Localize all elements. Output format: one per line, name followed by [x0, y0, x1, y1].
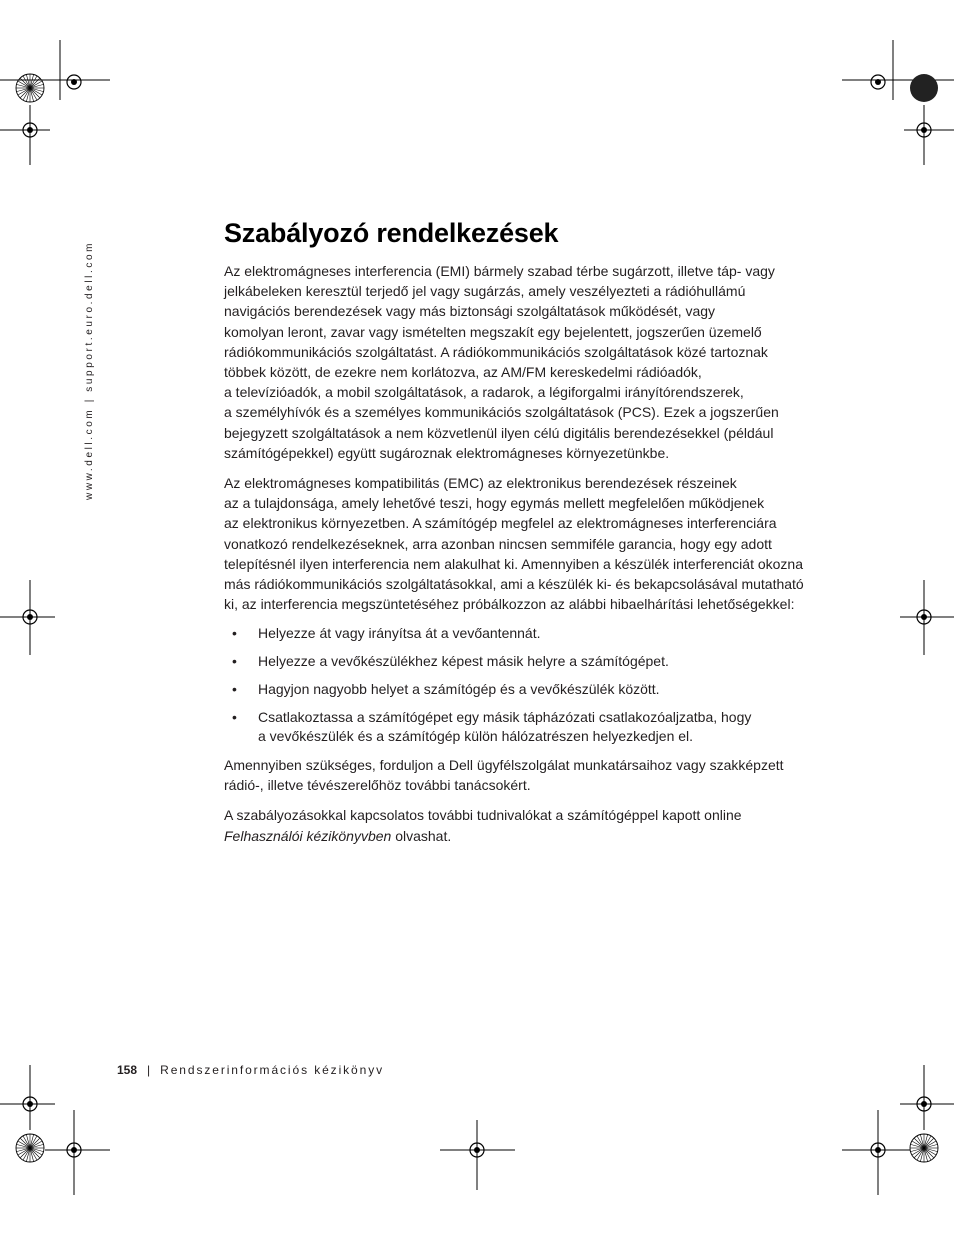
bullet-symbol: •: [232, 625, 237, 642]
page-number: 158: [117, 1063, 138, 1077]
page-title: Szabályozó rendelkezések: [224, 218, 559, 248]
bullet-symbol: •: [232, 709, 237, 726]
list-item: [224, 624, 824, 643]
list-item: [224, 680, 824, 699]
list-item-text: Helyezze a vevőkészülékhez képest másik helyre a számítógépet.: [258, 653, 669, 670]
paragraph-manual-text: A szabályozásokkal kapcsolatos további tudnivalókat a számítógéppel kapott online: [224, 807, 742, 824]
manual-title: Felhasználói kézikönyvben: [224, 827, 392, 844]
paragraph-manual: [224, 805, 824, 845]
page-footer: [117, 1063, 384, 1077]
paragraph-support: Amennyiben szükséges, forduljon a Dell ügyfélszolgálat munkatársaihoz vagy szakképzett rádió-, illetve tévészerelőhöz további tanácsokért.: [224, 756, 784, 794]
footer-title: Rendszerinformációs kézikönyv: [160, 1063, 384, 1077]
troubleshooting-list: [224, 624, 824, 745]
page-content: [224, 215, 824, 856]
list-item: [224, 652, 824, 671]
list-item-text: Helyezze át vagy irányítsa át a vevőantennát.: [258, 625, 541, 642]
list-item-text: Csatlakoztassa a számítógépet egy másik tápházózati csatlakozóaljzatba, hogy a vevőkészülék és a számítógép külön hálózatrészen helyezkedjen el.: [258, 709, 752, 744]
paragraph-emi: Az elektromágneses interferencia (EMI) bármely szabad térbe sugárzott, illetve táp- vagy jelkábeleken keresztül terjedő jel vagy sugárzás, amely veszélyezteti a rádióhullámú navigációs berendezések vagy más biztonsági szolgáltatások működését, vagy komolyan leront, zavar vagy ismételten megszakít egy bejelentett, jogszerűen üzemelő rádiókommunikációs szolgáltatást. A rádiókommunikációs szolgáltatások közé tartoznak többek között, de ezekre nem korlátozva, az AM/FM kereskedelmi rádióadók, a televízióadók, a mobil szolgáltatások, a radarok, a légiforgalmi irányítórendszerek, a személyhívók és a személyes kommunikációs szolgáltatások (PCS). Ezek a jogszerűen bejegyzett szolgáltatások a nem közvetlenül ilyen célú digitális berendezésekkel (például számítógépekkel) együtt sugároznak elektromágneses környezetünkbe.: [224, 263, 779, 461]
side-url: www.dell.com | support.euro.dell.com: [84, 240, 95, 500]
list-item-text: Hagyjon nagyobb helyet a számítógép és a vevőkészülék között.: [258, 681, 660, 698]
paragraph-manual-tail: olvashat.: [391, 827, 452, 844]
footer-separator: |: [147, 1063, 151, 1077]
paragraph-emc: Az elektromágneses kompatibilitás (EMC) az elektronikus berendezések részeinek az a tulajdonsága, amely lehetővé teszi, hogy egymás mellett megfelelően működjenek az elektronikus környezetben. A számítógép megfelel az elektromágneses interferenciára vonatkozó rendelkezéseknek, arra azonban nincsen semmiféle garancia, hogy egy adott telepítésnél ilyen interferencia nem alakulhat ki. Amennyiben a készülék interferenciát okozna más rádiókommunikációs szolgáltatásokkal, ami a készülék ki- és bekapcsolásával mutatható ki, az interferencia megszüntetéséhez próbálkozzon az alábbi hibaelhárítási lehetőségekkel:: [224, 475, 804, 613]
list-item: [224, 708, 824, 745]
bullet-symbol: •: [232, 653, 237, 670]
bullet-symbol: •: [232, 681, 237, 698]
